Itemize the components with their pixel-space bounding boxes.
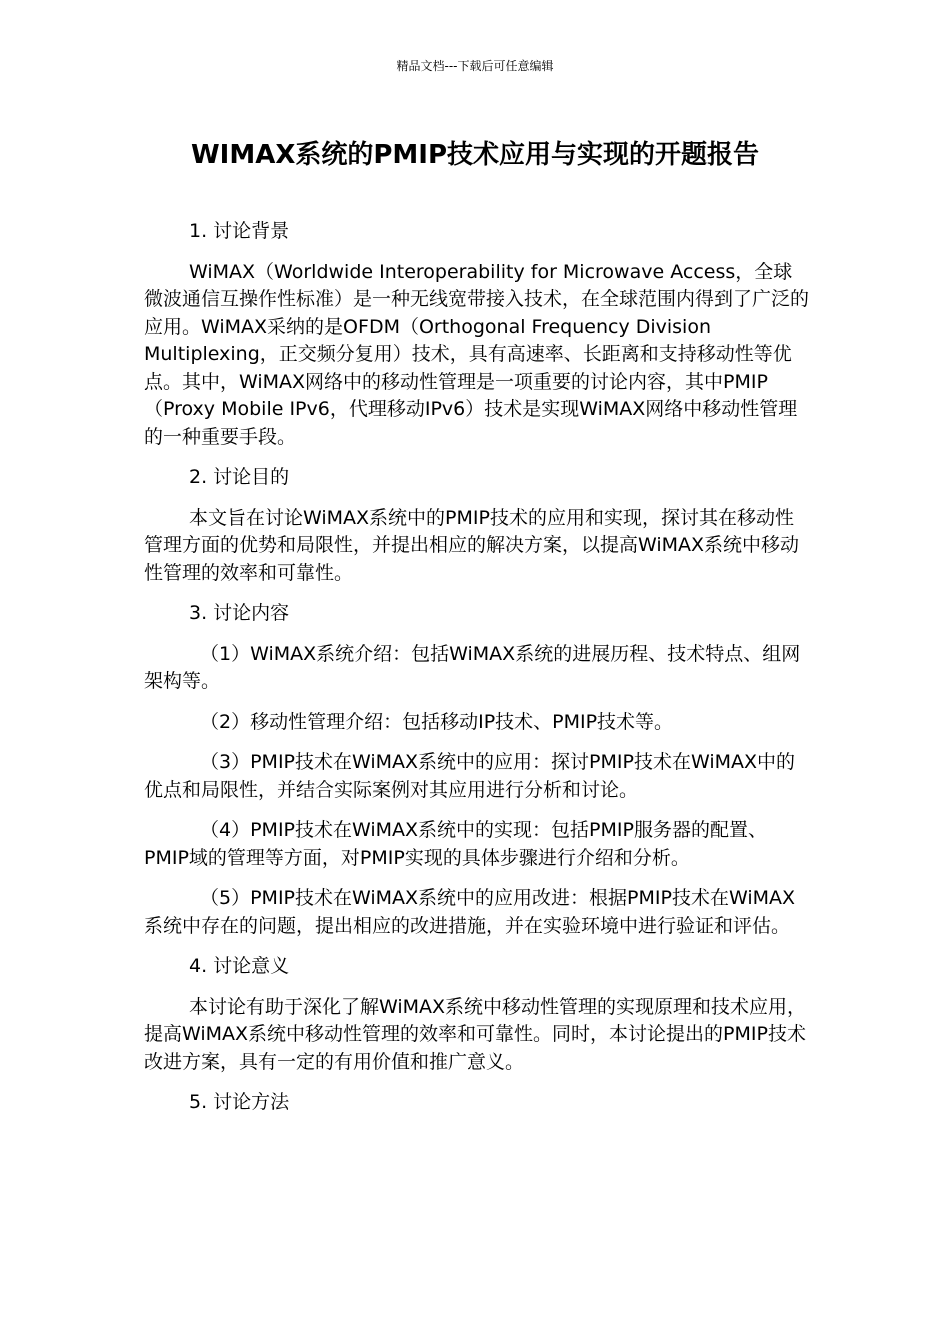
significance-paragraph: 本讨论有助于深化了解WiMAX系统中移动性管理的实现原理和技术应用，提高WiMAX系统中移动性管理的效率和可靠性。同时，本讨论提出的PMIP技术改进方案，具有一定的有用价值和推广意义。 (144, 995, 807, 1073)
header-note: 精品文档---下载后可任意编辑 (396, 59, 554, 73)
content-item-1: （1）WiMAX系统介绍：包括WiMAX系统的进展历程、技术特点、组网架构等。 (144, 642, 801, 692)
section-heading-content: 3. 讨论内容 (189, 602, 290, 624)
section-heading-background: 1. 讨论背景 (189, 220, 290, 242)
background-paragraph: WiMAX（Worldwide Interoperability for Microwave Access，全球微波通信互操作性标准）是一种无线宽带接入技术，在全球范围内得到了广泛的应用。WiMAX采纳的是OFDM（Orthogonal Frequency Division Multiplexing，正交频分复用）技术，具有高速率、长距离和支持移动性等优点。其中，WiMAX网络中的移动性管理是一项重要的讨论内容，其中PMIP（Proxy Mobile IPv6，代理移动IPv6）技术是实现WiMAX网络中移动性管理的一种重要手段。 (144, 260, 810, 448)
section-heading-significance: 4. 讨论意义 (189, 955, 290, 977)
document-body (144, 218, 809, 1130)
document-title: WIMAX系统的PMIP技术应用与实现的开题报告 (190, 140, 760, 170)
section-heading-purpose: 2. 讨论目的 (189, 466, 290, 488)
purpose-paragraph: 本文旨在讨论WiMAX系统中的PMIP技术的应用和实现，探讨其在移动性管理方面的优势和局限性，并提出相应的解决方案，以提高WiMAX系统中移动性管理的效率和可靠性。 (144, 506, 800, 584)
content-item-2: （2）移动性管理介绍：包括移动IP技术、PMIP技术等。 (200, 710, 674, 733)
content-item-4: （4）PMIP技术在WiMAX系统中的实现：包括PMIP服务器的配置、PMIP域的管理等方面，对PMIP实现的具体步骤进行介绍和分析。 (144, 819, 767, 869)
content-item-5: （5）PMIP技术在WiMAX系统中的应用改进：根据PMIP技术在WiMAX系统中存在的问题，提出相应的改进措施，并在实验环境中进行验证和评估。 (144, 887, 796, 937)
content-item-3: （3）PMIP技术在WiMAX系统中的应用：探讨PMIP技术在WiMAX中的优点和局限性，并结合实际案例对其应用进行分析和讨论。 (144, 751, 796, 801)
section-heading-method: 5. 讨论方法 (189, 1091, 290, 1113)
